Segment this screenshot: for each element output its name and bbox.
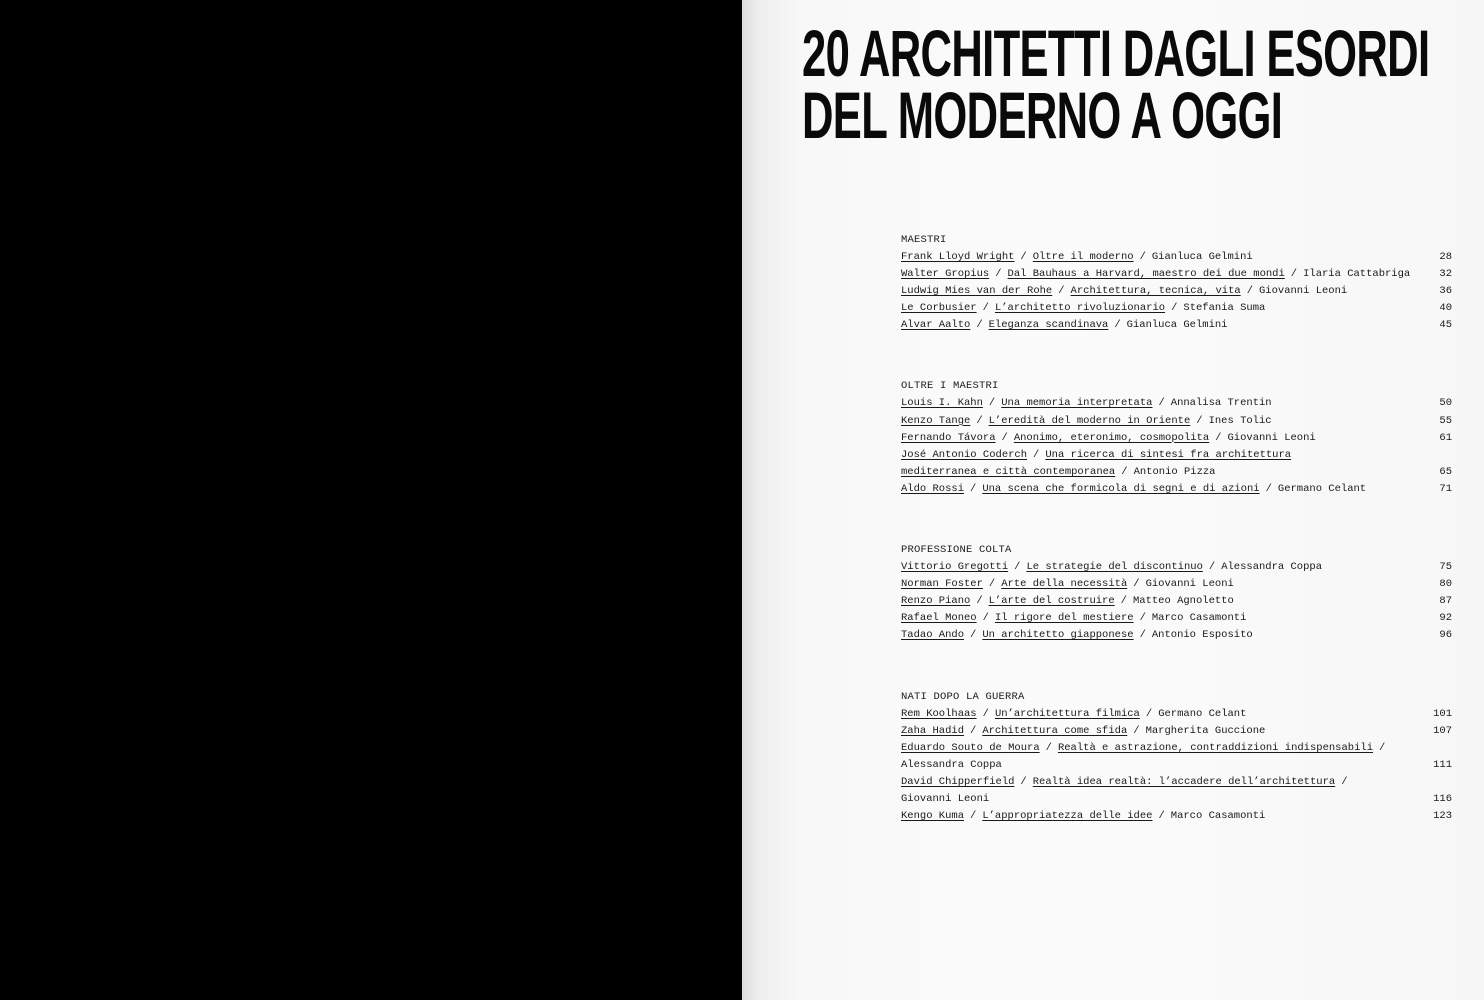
page-number: 92 bbox=[1439, 612, 1452, 625]
essay-author: Antonio Pizza bbox=[1133, 465, 1216, 478]
architect-link[interactable]: Le Corbusier bbox=[901, 302, 977, 315]
essay-author: Giovanni Leoni bbox=[1259, 285, 1348, 298]
entry-line bbox=[901, 740, 1422, 757]
essay-link[interactable]: Un’architettura filmica bbox=[994, 707, 1140, 720]
page-number: 101 bbox=[1433, 707, 1452, 720]
separator-slash: / bbox=[1158, 810, 1165, 823]
separator-slash: / bbox=[1171, 302, 1178, 315]
separator-slash: / bbox=[1114, 319, 1121, 332]
essay-link[interactable]: Eleganza scandinava bbox=[988, 319, 1109, 332]
architect-link[interactable]: Kenzo Tange bbox=[901, 414, 971, 427]
architect-link[interactable]: Alvar Aalto bbox=[901, 319, 971, 332]
page-number: 71 bbox=[1439, 482, 1452, 495]
section-heading: MAESTRI bbox=[901, 234, 947, 246]
toc-entry bbox=[901, 808, 1452, 825]
essay-link-continued[interactable]: mediterranea e città contemporanea bbox=[901, 465, 1116, 478]
essay-link[interactable]: Architettura come sfida bbox=[982, 724, 1128, 737]
separator-slash: / bbox=[1139, 629, 1146, 642]
page-number: 32 bbox=[1439, 268, 1452, 281]
separator-slash: / bbox=[976, 595, 983, 608]
architect-link[interactable]: Fernando Távora bbox=[901, 431, 996, 444]
toc-entry bbox=[901, 300, 1452, 317]
toc-entry bbox=[901, 317, 1452, 334]
architect-link[interactable]: David Chipperfield bbox=[901, 775, 1015, 788]
separator-slash: / bbox=[1215, 431, 1222, 444]
essay-author: Giovanni Leoni bbox=[1145, 578, 1234, 591]
toc-entry bbox=[901, 774, 1452, 808]
separator-slash: / bbox=[970, 724, 977, 737]
essay-link[interactable]: L’architetto rivoluzionario bbox=[994, 302, 1166, 315]
architect-link[interactable]: Vittorio Gregotti bbox=[901, 561, 1009, 574]
page-number: 36 bbox=[1439, 285, 1452, 298]
essay-author: Gianluca Gelmini bbox=[1151, 251, 1253, 263]
essay-author: Giovanni Leoni bbox=[1227, 431, 1316, 444]
page-number: 40 bbox=[1439, 302, 1452, 315]
toc-entry bbox=[901, 395, 1452, 412]
separator-slash: / bbox=[1290, 268, 1298, 281]
essay-link[interactable]: Una ricerca di sintesi fra architettura bbox=[1045, 448, 1292, 461]
page-number: 80 bbox=[1439, 578, 1452, 591]
page-number: 61 bbox=[1439, 431, 1452, 444]
page-number: 96 bbox=[1439, 629, 1452, 642]
separator-slash: / bbox=[1196, 414, 1203, 427]
entry-line bbox=[901, 413, 1422, 430]
separator-slash: / bbox=[982, 302, 989, 315]
essay-link[interactable]: Realtà e astrazione, contraddizioni indispensabili bbox=[1057, 741, 1373, 754]
separator-slash: / bbox=[1139, 251, 1146, 263]
essay-link[interactable]: Arte della necessità bbox=[1001, 578, 1128, 591]
essay-link[interactable]: Oltre il moderno bbox=[1032, 251, 1134, 263]
essay-author: Gianluca Gelmini bbox=[1126, 319, 1228, 332]
essay-author: Germano Celant bbox=[1158, 707, 1247, 720]
entry-line bbox=[901, 723, 1422, 740]
toc-entry bbox=[901, 481, 1452, 498]
essay-link[interactable]: Architettura, tecnica, vita bbox=[1070, 285, 1241, 298]
toc-entry bbox=[901, 266, 1452, 283]
separator-slash: / bbox=[995, 268, 1002, 281]
section-heading: NATI DOPO LA GUERRA bbox=[901, 690, 1025, 703]
separator-slash: / bbox=[1379, 741, 1386, 754]
separator-slash: / bbox=[1208, 561, 1216, 574]
title-line-2: DEL MODERNO A OGGI bbox=[802, 78, 1283, 152]
page-number: 123 bbox=[1433, 810, 1452, 823]
section-heading: OLTRE I MAESTRI bbox=[901, 380, 999, 393]
table-of-contents bbox=[901, 232, 1452, 869]
architect-link[interactable]: José Antonio Coderch bbox=[901, 448, 1028, 461]
essay-link[interactable]: Anonimo, eteronimo, cosmopolita bbox=[1013, 431, 1210, 444]
toc-entry bbox=[901, 283, 1452, 300]
page-number: 55 bbox=[1439, 414, 1452, 427]
toc-section bbox=[901, 378, 1452, 498]
entry-line bbox=[901, 774, 1422, 791]
entry-line bbox=[901, 808, 1422, 825]
essay-link[interactable]: Realtà idea realtà: l’accadere dell’architettura bbox=[1032, 775, 1336, 788]
essay-author: Giovanni Leoni bbox=[901, 792, 990, 805]
essay-author: Ilaria Cattabriga bbox=[1303, 268, 1411, 281]
separator-slash: / bbox=[1058, 285, 1065, 298]
separator-slash: / bbox=[970, 629, 977, 642]
toc-entry bbox=[901, 559, 1452, 576]
entry-line bbox=[901, 266, 1422, 283]
architect-link[interactable]: Aldo Rossi bbox=[901, 482, 965, 495]
toc-section bbox=[901, 232, 1452, 334]
essay-link[interactable]: L’appropriatezza delle idee bbox=[982, 810, 1153, 823]
essay-link[interactable]: L’eredità del moderno in Oriente bbox=[988, 414, 1191, 427]
toc-entry bbox=[901, 627, 1452, 644]
essay-link[interactable]: Dal Bauhaus a Harvard, maestro dei due mondi bbox=[1007, 268, 1285, 281]
essay-link[interactable]: L’arte del costruire bbox=[988, 595, 1115, 608]
entry-line bbox=[901, 447, 1422, 464]
separator-slash: / bbox=[982, 612, 989, 625]
page-title bbox=[802, 16, 1430, 152]
entry-line bbox=[901, 317, 1422, 334]
entry-line bbox=[901, 610, 1422, 627]
entry-line bbox=[901, 481, 1422, 498]
entry-line bbox=[901, 300, 1422, 317]
entry-line bbox=[901, 791, 1422, 808]
page-number: 65 bbox=[1439, 465, 1452, 478]
page-number: 107 bbox=[1433, 724, 1452, 737]
essay-author: Alessandra Coppa bbox=[1221, 561, 1323, 574]
entry-line bbox=[901, 283, 1422, 300]
architect-link[interactable]: Eduardo Souto de Moura bbox=[901, 741, 1040, 754]
page-number: 111 bbox=[1433, 758, 1452, 771]
separator-slash: / bbox=[1265, 482, 1272, 495]
toc-entry bbox=[901, 413, 1452, 430]
essay-link[interactable]: Il rigore del mestiere bbox=[994, 612, 1134, 625]
essay-link[interactable]: Un architetto giapponese bbox=[982, 629, 1134, 642]
page-number: 75 bbox=[1439, 561, 1452, 574]
entry-line bbox=[901, 706, 1422, 723]
title-line-1: 20 ARCHITETTI DAGLI ESORDI bbox=[802, 16, 1430, 90]
toc-entry bbox=[901, 249, 1452, 266]
entry-line bbox=[901, 559, 1422, 576]
toc-entry bbox=[901, 610, 1452, 627]
essay-link[interactable]: Le strategie del discontinuo bbox=[1026, 561, 1203, 574]
toc-entry bbox=[901, 723, 1452, 740]
separator-slash: / bbox=[976, 414, 983, 427]
essay-author: Marco Casamonti bbox=[1151, 612, 1247, 625]
right-page bbox=[742, 0, 1484, 1000]
separator-slash: / bbox=[1014, 561, 1021, 574]
separator-slash: / bbox=[1020, 775, 1027, 788]
page-number: 87 bbox=[1439, 595, 1452, 608]
page-number: 116 bbox=[1433, 792, 1452, 805]
toc-entry bbox=[901, 447, 1452, 481]
separator-slash: / bbox=[976, 319, 983, 332]
separator-slash: / bbox=[1145, 707, 1153, 720]
essay-author: Stefania Suma bbox=[1183, 302, 1266, 315]
architect-link[interactable]: Louis I. Kahn bbox=[901, 397, 983, 410]
separator-slash: / bbox=[1020, 251, 1027, 263]
separator-slash: / bbox=[988, 578, 996, 591]
essay-link[interactable]: Una memoria interpretata bbox=[1001, 397, 1153, 410]
toc-section bbox=[901, 542, 1452, 644]
essay-author: Antonio Esposito bbox=[1151, 629, 1253, 642]
toc-entry bbox=[901, 576, 1452, 593]
separator-slash: / bbox=[988, 397, 996, 410]
architect-link[interactable]: Rem Koolhaas bbox=[901, 707, 977, 720]
architect-link[interactable]: Norman Foster bbox=[901, 578, 983, 591]
essay-author: Ines Tolic bbox=[1208, 414, 1272, 427]
essay-author: Matteo Agnoletto bbox=[1132, 595, 1234, 608]
architect-link[interactable]: Tadao Ando bbox=[901, 629, 965, 642]
separator-slash: / bbox=[1158, 397, 1165, 410]
separator-slash: / bbox=[970, 810, 977, 823]
separator-slash: / bbox=[970, 482, 977, 495]
separator-slash: / bbox=[1133, 578, 1140, 591]
section-heading: PROFESSIONE COLTA bbox=[901, 544, 1012, 557]
separator-slash: / bbox=[1033, 448, 1040, 461]
toc-section bbox=[901, 689, 1452, 826]
separator-slash: / bbox=[1133, 724, 1140, 737]
essay-author: Alessandra Coppa bbox=[901, 758, 1002, 771]
page-number: 28 bbox=[1439, 251, 1452, 263]
toc-entry bbox=[901, 593, 1452, 610]
separator-slash: / bbox=[1121, 465, 1128, 478]
separator-slash: / bbox=[1246, 285, 1253, 298]
separator-slash: / bbox=[1341, 775, 1348, 788]
separator-slash: / bbox=[1139, 612, 1146, 625]
entry-line bbox=[901, 430, 1422, 447]
separator-slash: / bbox=[1045, 741, 1052, 754]
essay-author: Annalisa Trentin bbox=[1170, 397, 1272, 410]
essay-author: Germano Celant bbox=[1277, 482, 1367, 495]
architect-link[interactable]: Frank Lloyd Wright bbox=[901, 251, 1015, 263]
page-number: 45 bbox=[1439, 319, 1452, 332]
architect-link[interactable]: Rafael Moneo bbox=[901, 612, 977, 625]
architect-link[interactable]: Ludwig Mies van der Rohe bbox=[901, 285, 1053, 298]
entry-line bbox=[901, 576, 1422, 593]
entry-line bbox=[901, 627, 1422, 644]
entry-line bbox=[901, 464, 1422, 481]
separator-slash: / bbox=[1001, 431, 1008, 444]
architect-link[interactable]: Kengo Kuma bbox=[901, 810, 965, 823]
architect-link[interactable]: Zaha Hadid bbox=[901, 724, 965, 737]
essay-link[interactable]: Una scena che formicola di segni e di azioni bbox=[982, 482, 1260, 495]
essay-author: Marco Casamonti bbox=[1170, 810, 1266, 823]
separator-slash: / bbox=[1120, 595, 1127, 608]
separator-slash: / bbox=[982, 707, 989, 720]
entry-line bbox=[901, 395, 1422, 412]
architect-link[interactable]: Renzo Piano bbox=[901, 595, 971, 608]
entry-line bbox=[901, 249, 1422, 266]
entry-line bbox=[901, 593, 1422, 610]
toc-entry bbox=[901, 740, 1452, 774]
toc-entry bbox=[901, 706, 1452, 723]
entry-line bbox=[901, 757, 1422, 774]
essay-author: Margherita Guccione bbox=[1145, 724, 1266, 737]
toc-entry bbox=[901, 430, 1452, 447]
page-number: 50 bbox=[1439, 397, 1452, 410]
architect-link[interactable]: Walter Gropius bbox=[901, 268, 990, 281]
